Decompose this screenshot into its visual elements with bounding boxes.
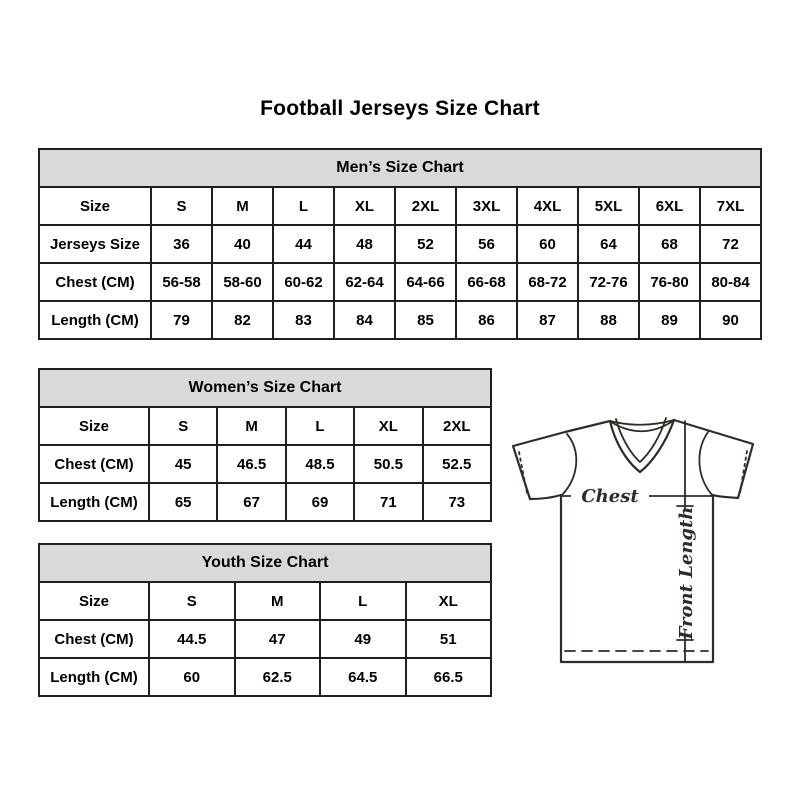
- page-title: Football Jerseys Size Chart: [260, 97, 540, 120]
- jersey-right-armhole-seam: [699, 432, 712, 495]
- value-cell: 65: [149, 483, 217, 521]
- value-cell: 60-62: [273, 263, 334, 301]
- value-cell: XL: [406, 582, 492, 620]
- value-cell: 62.5: [235, 658, 321, 696]
- value-cell: M: [235, 582, 321, 620]
- value-cell: M: [217, 407, 285, 445]
- value-cell: 87: [517, 301, 578, 339]
- table-row: [39, 301, 761, 339]
- value-cell: 60: [149, 658, 235, 696]
- value-cell: 90: [700, 301, 761, 339]
- front-length-label: Front Length: [676, 506, 697, 640]
- value-cell: L: [286, 407, 354, 445]
- value-cell: 51: [406, 620, 492, 658]
- chest-label: Chest: [581, 486, 639, 507]
- row-label-cell: Length (CM): [39, 483, 149, 521]
- value-cell: 46.5: [217, 445, 285, 483]
- table-title-row: [39, 369, 491, 407]
- table-row: [39, 263, 761, 301]
- value-cell: S: [149, 582, 235, 620]
- value-cell: 56-58: [151, 263, 212, 301]
- row-label-cell: Length (CM): [39, 301, 151, 339]
- value-cell: 73: [423, 483, 491, 521]
- value-cell: 88: [578, 301, 639, 339]
- row-label-cell: Size: [39, 187, 151, 225]
- row-label-cell: Size: [39, 582, 149, 620]
- table-row: [39, 445, 491, 483]
- value-cell: 86: [456, 301, 517, 339]
- value-cell: 80-84: [700, 263, 761, 301]
- table-row: [39, 225, 761, 263]
- value-cell: 72-76: [578, 263, 639, 301]
- jersey-left-cuff-stitch: [519, 452, 527, 493]
- mens-size-table: [38, 148, 762, 340]
- value-cell: 7XL: [700, 187, 761, 225]
- value-cell: 68-72: [517, 263, 578, 301]
- table-title-row: [39, 149, 761, 187]
- value-cell: 47: [235, 620, 321, 658]
- table-row: [39, 582, 491, 620]
- value-cell: S: [151, 187, 212, 225]
- value-cell: 82: [212, 301, 273, 339]
- value-cell: 45: [149, 445, 217, 483]
- youth-size-table: [38, 543, 492, 697]
- value-cell: 66.5: [406, 658, 492, 696]
- value-cell: 44: [273, 225, 334, 263]
- value-cell: 83: [273, 301, 334, 339]
- mens-table-title: Men’s Size Chart: [39, 149, 761, 187]
- value-cell: 84: [334, 301, 395, 339]
- row-label-cell: Jerseys Size: [39, 225, 151, 263]
- value-cell: 60: [517, 225, 578, 263]
- jersey-diagram-svg: [505, 408, 763, 670]
- value-cell: 6XL: [639, 187, 700, 225]
- value-cell: 64.5: [320, 658, 406, 696]
- table-row: [39, 620, 491, 658]
- value-cell: 64: [578, 225, 639, 263]
- value-cell: XL: [354, 407, 422, 445]
- value-cell: 56: [456, 225, 517, 263]
- table-row: [39, 407, 491, 445]
- value-cell: M: [212, 187, 273, 225]
- row-label-cell: Chest (CM): [39, 263, 151, 301]
- value-cell: 50.5: [354, 445, 422, 483]
- value-cell: 36: [151, 225, 212, 263]
- value-cell: 89: [639, 301, 700, 339]
- value-cell: 48.5: [286, 445, 354, 483]
- value-cell: 58-60: [212, 263, 273, 301]
- row-label-cell: Chest (CM): [39, 620, 149, 658]
- womens-table-title: Women’s Size Chart: [39, 369, 491, 407]
- value-cell: L: [320, 582, 406, 620]
- table-title-row: [39, 544, 491, 582]
- value-cell: 40: [212, 225, 273, 263]
- value-cell: 52: [395, 225, 456, 263]
- value-cell: XL: [334, 187, 395, 225]
- value-cell: 62-64: [334, 263, 395, 301]
- row-label-cell: Length (CM): [39, 658, 149, 696]
- value-cell: 5XL: [578, 187, 639, 225]
- row-label-cell: Size: [39, 407, 149, 445]
- value-cell: 66-68: [456, 263, 517, 301]
- value-cell: 68: [639, 225, 700, 263]
- value-cell: 64-66: [395, 263, 456, 301]
- value-cell: 85: [395, 301, 456, 339]
- table-row: [39, 658, 491, 696]
- value-cell: 44.5: [149, 620, 235, 658]
- value-cell: 69: [286, 483, 354, 521]
- value-cell: 79: [151, 301, 212, 339]
- value-cell: 72: [700, 225, 761, 263]
- value-cell: 3XL: [456, 187, 517, 225]
- value-cell: 4XL: [517, 187, 578, 225]
- value-cell: S: [149, 407, 217, 445]
- jersey-measurement-diagram: [505, 408, 763, 670]
- youth-table-title: Youth Size Chart: [39, 544, 491, 582]
- value-cell: 2XL: [423, 407, 491, 445]
- value-cell: 2XL: [395, 187, 456, 225]
- table-row: [39, 187, 761, 225]
- row-label-cell: Chest (CM): [39, 445, 149, 483]
- value-cell: 52.5: [423, 445, 491, 483]
- value-cell: L: [273, 187, 334, 225]
- womens-size-table: [38, 368, 492, 522]
- value-cell: 49: [320, 620, 406, 658]
- value-cell: 67: [217, 483, 285, 521]
- value-cell: 48: [334, 225, 395, 263]
- table-row: [39, 483, 491, 521]
- value-cell: 71: [354, 483, 422, 521]
- value-cell: 76-80: [639, 263, 700, 301]
